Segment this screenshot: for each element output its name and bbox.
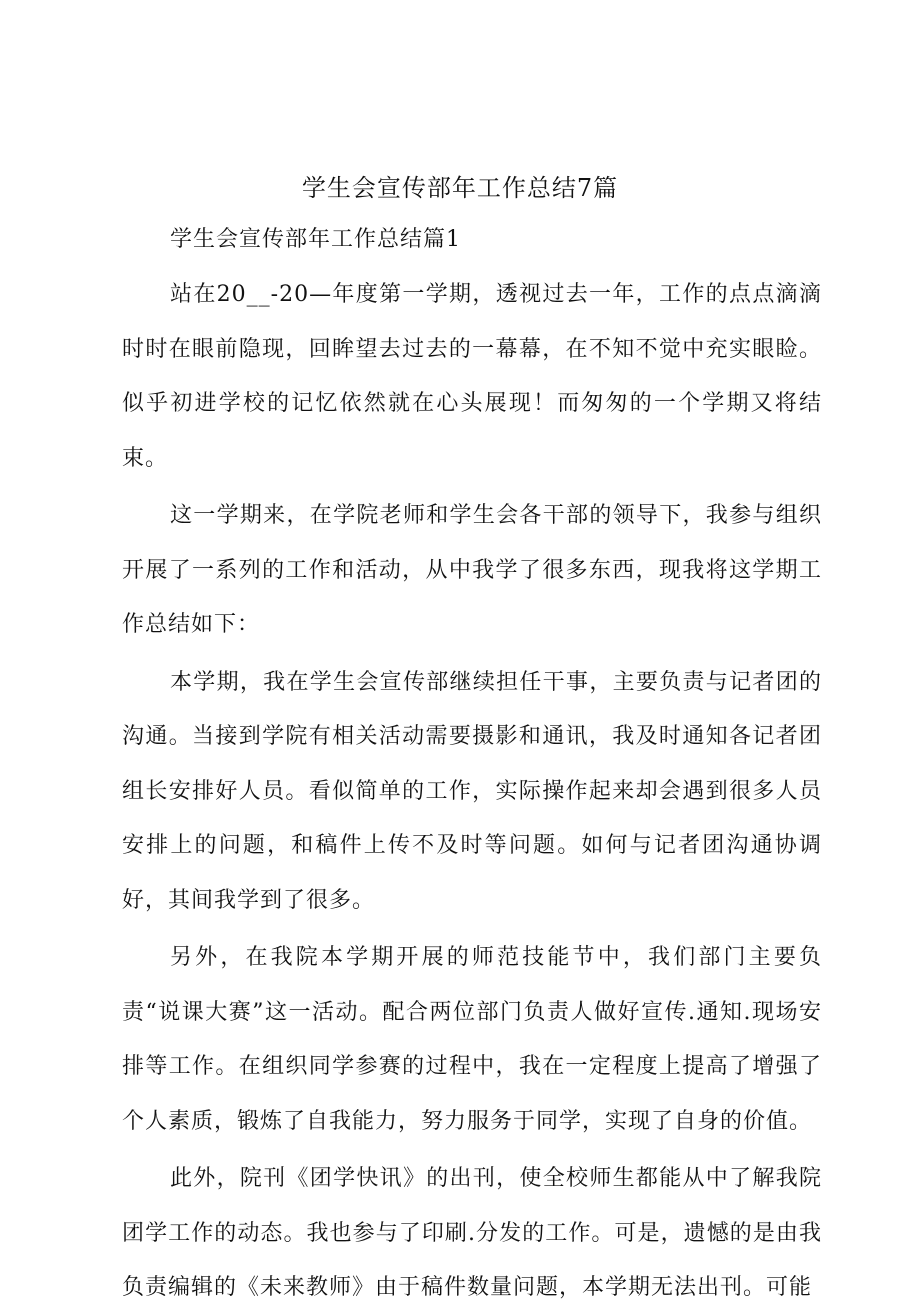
paragraph-3: 本学期，我在学生会宣传部继续担任干事，主要负责与记者团的沟通。当接到学院有相关活动需要摄影和通讯，我及时通知各记者团组长安排好人员。看似简单的工作，实际操作起来却会遇到很多人员安排上的问题，和稿件上传不及时等问题。如何与记者团沟通协调好，其间我学到了很多。: [122, 669, 822, 913]
document-body: [122, 268, 822, 1316]
paragraph-2: 这一学期来，在学院老师和学生会各干部的领导下，我参与组织开展了一系列的工作和活动，从中我学了很多东西，现我将这学期工作总结如下：: [122, 503, 822, 637]
paragraph-5: 此外，院刊《团学快讯》的出刊，使全校师生都能从中了解我院团学工作的动态。我也参与了印刷.分发的工作。可是，遗憾的是由我负责编辑的《未来教师》由于稿件数量问题，本学期无法出刊。可能: [122, 1166, 822, 1300]
paragraph-4: 另外，在我院本学期开展的师范技能节中，我们部门主要负责“说课大赛”这一活动。配合两位部门负责人做好宣传.通知.现场安排等工作。在组织同学参赛的过程中，我在一定程度上提高了增强了个人素质，锻炼了自我能力，努力服务于同学，实现了自身的价值。: [122, 945, 822, 1134]
paragraph-1: 站在20__-20—年度第一学期，透视过去一年，工作的点点滴滴时时在眼前隐现，回眸望去过去的一幕幕，在不知不觉中充实眼睑。似乎初进学校的记忆依然就在心头展现！而匆匆的一个学期又将结束。: [122, 282, 822, 471]
section-title: 学生会宣传部年工作总结篇1: [170, 227, 461, 252]
document-title: 学生会宣传部年工作总结7篇: [301, 174, 619, 202]
